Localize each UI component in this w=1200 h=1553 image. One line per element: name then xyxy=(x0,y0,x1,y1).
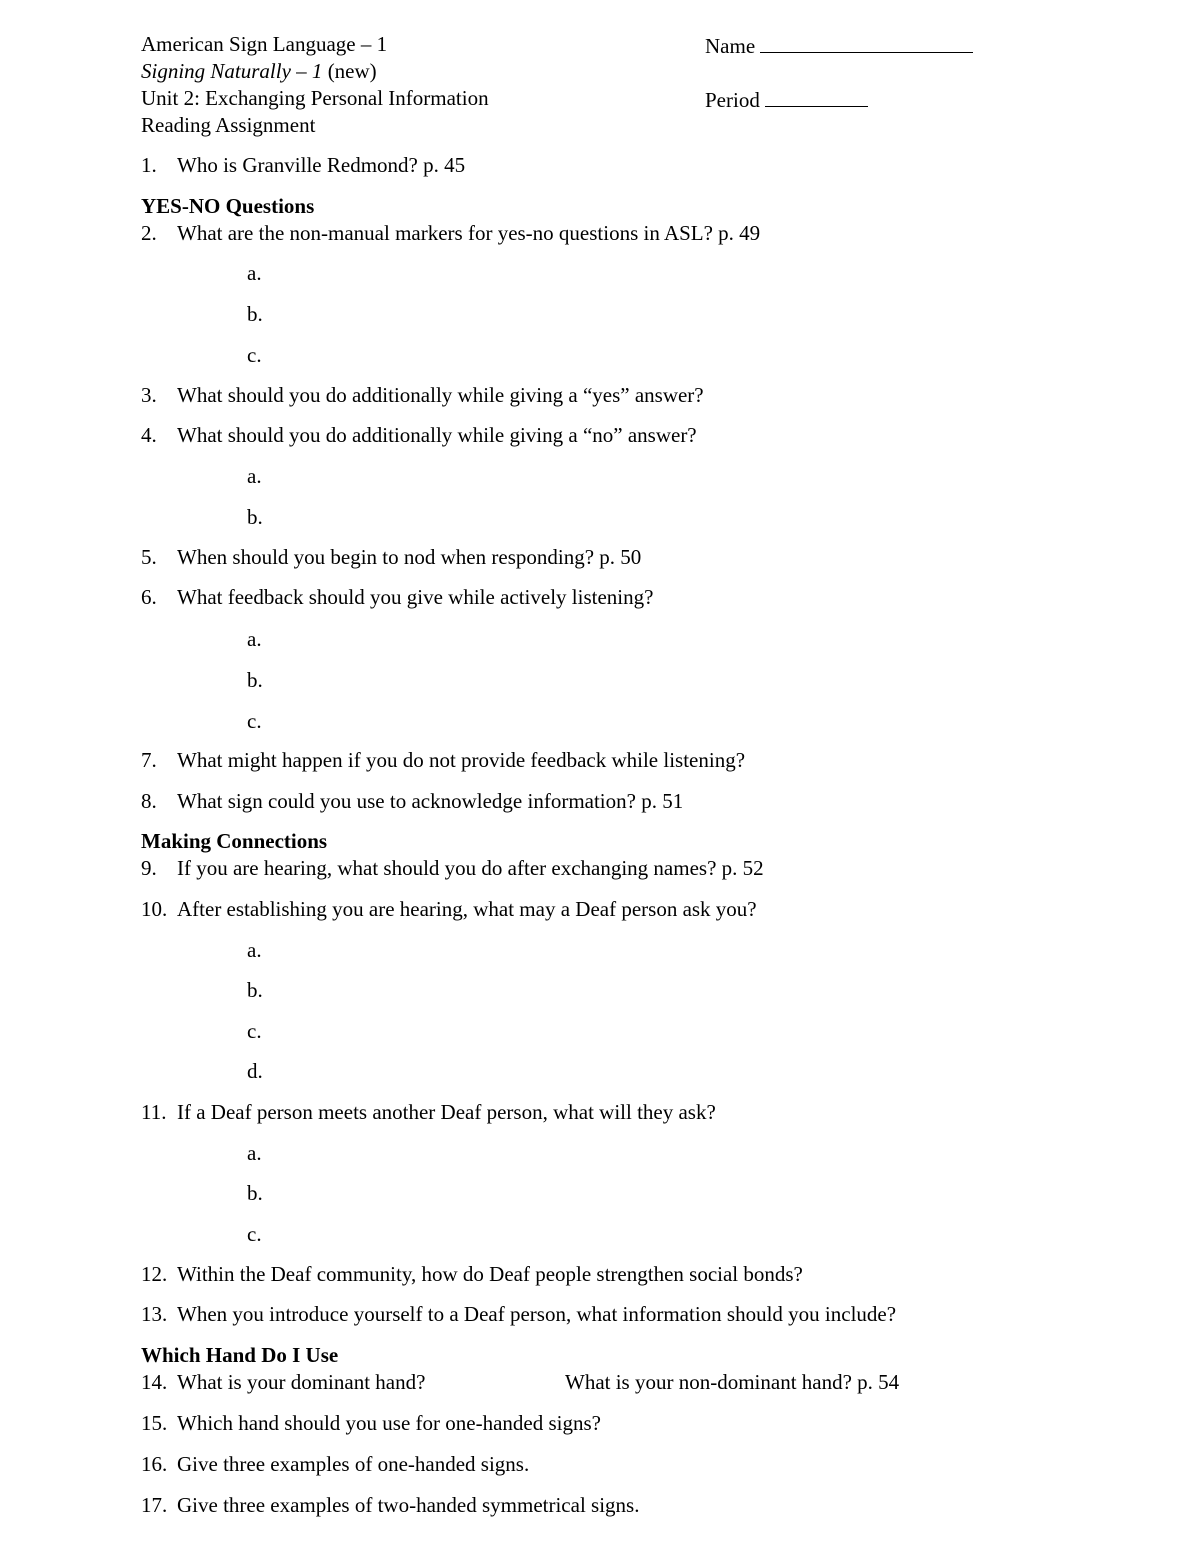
question-15: 15. Which hand should you use for one-handed signs? xyxy=(141,1411,601,1435)
question-7: 7. What might happen if you do not provide feedback while listening? xyxy=(141,748,746,772)
question-2: 2. What are the non-manual markers for yes-no questions in ASL? p. 49 xyxy=(141,221,761,245)
answer-letter: a. xyxy=(247,627,262,651)
section-heading-which-hand: Which Hand Do I Use xyxy=(141,1343,339,1367)
question-4: 4. What should you do additionally while giving a “no” answer? xyxy=(141,423,697,447)
answer-letter: b. xyxy=(247,668,263,692)
question-1: 1. Who is Granville Redmond? p. 45 xyxy=(141,153,466,177)
section-heading-yes-no: YES-NO Questions xyxy=(141,194,315,218)
book-title-italic: Signing Naturally – 1 xyxy=(141,59,323,83)
answer-letter: b. xyxy=(247,505,263,529)
assignment-title: Reading Assignment xyxy=(141,113,316,137)
question-6: 6. What feedback should you give while actively listening? xyxy=(141,585,654,609)
answer-letter: a. xyxy=(247,261,262,285)
question-8: 8. What sign could you use to acknowledge information? p. 51 xyxy=(141,789,684,813)
name-blank[interactable] xyxy=(760,34,973,53)
question-11: 11. If a Deaf person meets another Deaf person, what will they ask? xyxy=(141,1100,716,1124)
answer-letter: a. xyxy=(247,1141,262,1165)
question-14-part-2: What is your non-dominant hand? p. 54 xyxy=(565,1370,900,1394)
question-3: 3. What should you do additionally while giving a “yes” answer? xyxy=(141,383,704,407)
answer-letter: c. xyxy=(247,1019,262,1043)
question-17: 17. Give three examples of two-handed symmetrical signs. xyxy=(141,1493,640,1517)
answer-letter: b. xyxy=(247,978,263,1002)
name-field xyxy=(705,34,973,57)
answer-letter: d. xyxy=(247,1059,263,1083)
section-heading-making-connections: Making Connections xyxy=(141,829,328,853)
book-title-suffix: (new) xyxy=(322,59,377,83)
question-12: 12. Within the Deaf community, how do Deaf people strengthen social bonds? xyxy=(141,1262,803,1286)
question-14: 14. What is your dominant hand? xyxy=(141,1370,426,1394)
answer-letter: c. xyxy=(247,343,262,367)
period-field xyxy=(705,88,868,111)
answer-letter: b. xyxy=(247,1181,263,1205)
answer-letter: a. xyxy=(247,938,262,962)
period-label: Period xyxy=(705,88,760,112)
question-13: 13. When you introduce yourself to a Deaf person, what information should you include? xyxy=(141,1302,897,1326)
answer-letter: a. xyxy=(247,464,262,488)
name-label: Name xyxy=(705,34,756,58)
unit-title: Unit 2: Exchanging Personal Information xyxy=(141,86,489,110)
question-5: 5. When should you begin to nod when responding? p. 50 xyxy=(141,545,642,569)
question-9: 9. If you are hearing, what should you do after exchanging names? p. 52 xyxy=(141,856,764,880)
book-title xyxy=(141,61,377,82)
answer-letter: c. xyxy=(247,1222,262,1246)
answer-letter: c. xyxy=(247,709,262,733)
question-16: 16. Give three examples of one-handed signs. xyxy=(141,1452,530,1476)
course-title: American Sign Language – 1 xyxy=(141,32,388,56)
answer-letter: b. xyxy=(247,302,263,326)
period-blank[interactable] xyxy=(765,88,868,107)
question-10: 10. After establishing you are hearing, what may a Deaf person ask you? xyxy=(141,897,757,921)
